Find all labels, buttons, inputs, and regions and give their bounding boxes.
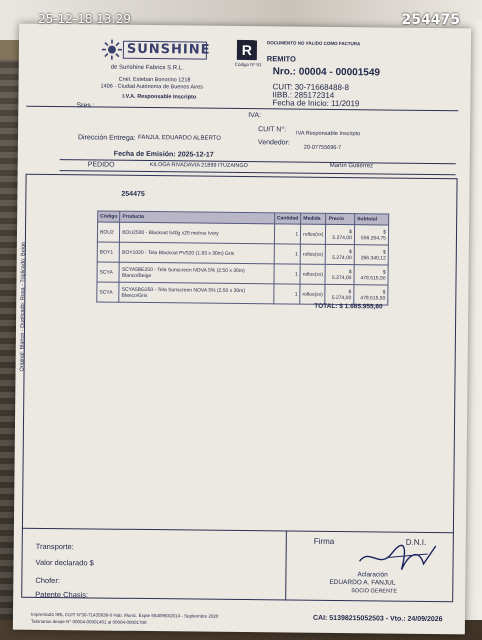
transporte-label: Transporte:	[35, 541, 74, 552]
order-number: 254475	[121, 190, 145, 198]
cuit-value: 20-07755696-7	[303, 144, 342, 152]
cell-qty: 1	[274, 244, 301, 264]
col-unit: Medida	[301, 213, 326, 224]
col-product: Producto	[120, 211, 275, 224]
copy-colors-note: Original: Blanco - Duplicado: Rosa - Triplicado: Beige	[19, 241, 27, 372]
letter-code: Código Nº 91	[234, 61, 262, 68]
delivery-label: Dirección Entrega:	[77, 134, 136, 142]
cell-price: $ 5.274,00	[325, 284, 354, 304]
iva-status: I.V.A. Responsable Inscripto	[122, 93, 197, 101]
items-table	[96, 210, 389, 305]
cuit-label: CUIT N°:	[258, 126, 287, 134]
cell-unit: rollos(xx)	[300, 284, 325, 304]
pedido-label: PEDIDO	[87, 161, 115, 169]
pedido-line-top	[60, 159, 456, 164]
cell-unit: rollos(xx)	[300, 244, 325, 264]
col-price: Precio	[326, 213, 355, 224]
valor-label: Valor declarado $	[35, 557, 94, 568]
iibb: IIBB.: 285172314	[272, 90, 335, 100]
sres-label: Sres.:	[76, 102, 95, 110]
table-total: TOTAL: $ 1.665.955,60	[314, 302, 383, 311]
firma-label: Firma	[313, 536, 335, 546]
cell-code: SCYA	[97, 282, 119, 302]
cell-unit: rollos(xx)	[300, 264, 325, 284]
cai-code: CAI: 51398215052503 - Vto.: 24/09/2026	[312, 614, 443, 624]
brand-name: SUNSHINE	[126, 41, 211, 58]
address-line-2: 1406 - Ciudad Autónoma de Buenos Aires	[100, 83, 203, 91]
cell-unit: rollos(xx)	[301, 224, 326, 244]
cell-price: $ 5.274,00	[326, 224, 355, 244]
table-row	[97, 282, 388, 305]
delivery-value: FANJUL EDUARDO ALBERTO	[137, 134, 221, 142]
cell-code: SCYA	[97, 262, 119, 282]
printer-line-2: Talonarios desde N° 00004-00001401 al 00004-00001700	[30, 618, 147, 626]
cell-qty: 1	[274, 284, 301, 304]
col-subtotal: Subtotal	[355, 214, 389, 225]
iva-label: IVA:	[248, 112, 261, 120]
chofer-label: Chofer:	[35, 575, 61, 586]
cell-product: BOY1020 - Tela Blackout PV520 (1.83 x 30m) Gris	[119, 242, 274, 264]
cuit: CUIT: 30-71668488-8	[272, 82, 350, 93]
date-value: 2025-12-17	[177, 151, 214, 159]
col-code: Código	[98, 211, 120, 222]
seller-label: Vendedor:	[257, 139, 290, 147]
company-name: de Sunshine Fabrics S.R.L.	[110, 64, 184, 72]
address-line-1: Cnel. Esteban Bonorino 1218	[118, 76, 191, 84]
aclaracion-label: Aclaración	[357, 571, 388, 579]
doc-number: Nro.: 00004 - 00001549	[272, 66, 381, 79]
doc-type: REMITO	[266, 54, 296, 64]
remito-document	[13, 24, 471, 635]
signer-role: SOCIO GERENTE	[351, 588, 398, 595]
printer-line-1: Imprenta24 SRL CUIT N°30-71435636-0 Hab. Munic. Expte 5540950/2014 - Septiembre 2020	[30, 611, 219, 619]
cell-code: BOY1	[97, 242, 119, 262]
start-date: Fecha de Inicio: 11/2019	[272, 98, 360, 109]
cell-qty: 1	[274, 264, 301, 284]
cell-code: BOU2	[97, 222, 119, 242]
cell-subtotal: $ 478.515,50	[354, 265, 388, 285]
photo-timestamp: 25-12-18 13:29	[38, 12, 131, 26]
cell-subtotal: $ 556.264,75	[354, 225, 388, 245]
seller-value: Martín Gutiérrez	[329, 162, 374, 170]
col-qty: Cantidad	[274, 213, 301, 224]
cell-price: $ 5.274,00	[326, 244, 355, 264]
cell-product: SCYA5BG250 - Tela Sunscreen NOVA 5% (2.50 x 30m) Blanco/Gris	[119, 282, 274, 304]
iva-value: IVA Responsable Inscripto	[296, 130, 361, 138]
cell-subtotal: $ 478.515,50	[354, 285, 388, 305]
doc-note: DOCUMENTO NO VALIDO COMO FACTURA	[266, 40, 361, 47]
cell-product: BOU2500 - Blackout 540g x25 metros Ivory	[120, 222, 275, 244]
cell-subtotal: $ 266.340,12	[354, 245, 388, 265]
client-address: KILOGA RIVADAVIA 21899 ITUZAINGO	[149, 162, 248, 170]
cell-price: $ 5.274,00	[325, 264, 354, 284]
patente-label: Patente Chasis:	[35, 589, 89, 600]
sun-logo-icon	[101, 39, 123, 61]
dni-label: D.N.I.	[405, 537, 427, 547]
cell-qty: 1	[274, 224, 301, 244]
cell-product: SCYA5BE250 - Tela Sunscreen NOVA 5% (2.50 x 30m) Blanco/Beige	[119, 262, 274, 284]
date-label: Fecha de Emisión:	[113, 150, 176, 159]
doc-letter: R	[237, 40, 257, 60]
signer-name: EDUARDO A. FANJUL	[329, 578, 396, 587]
photo-label-number: 254475	[401, 12, 460, 28]
